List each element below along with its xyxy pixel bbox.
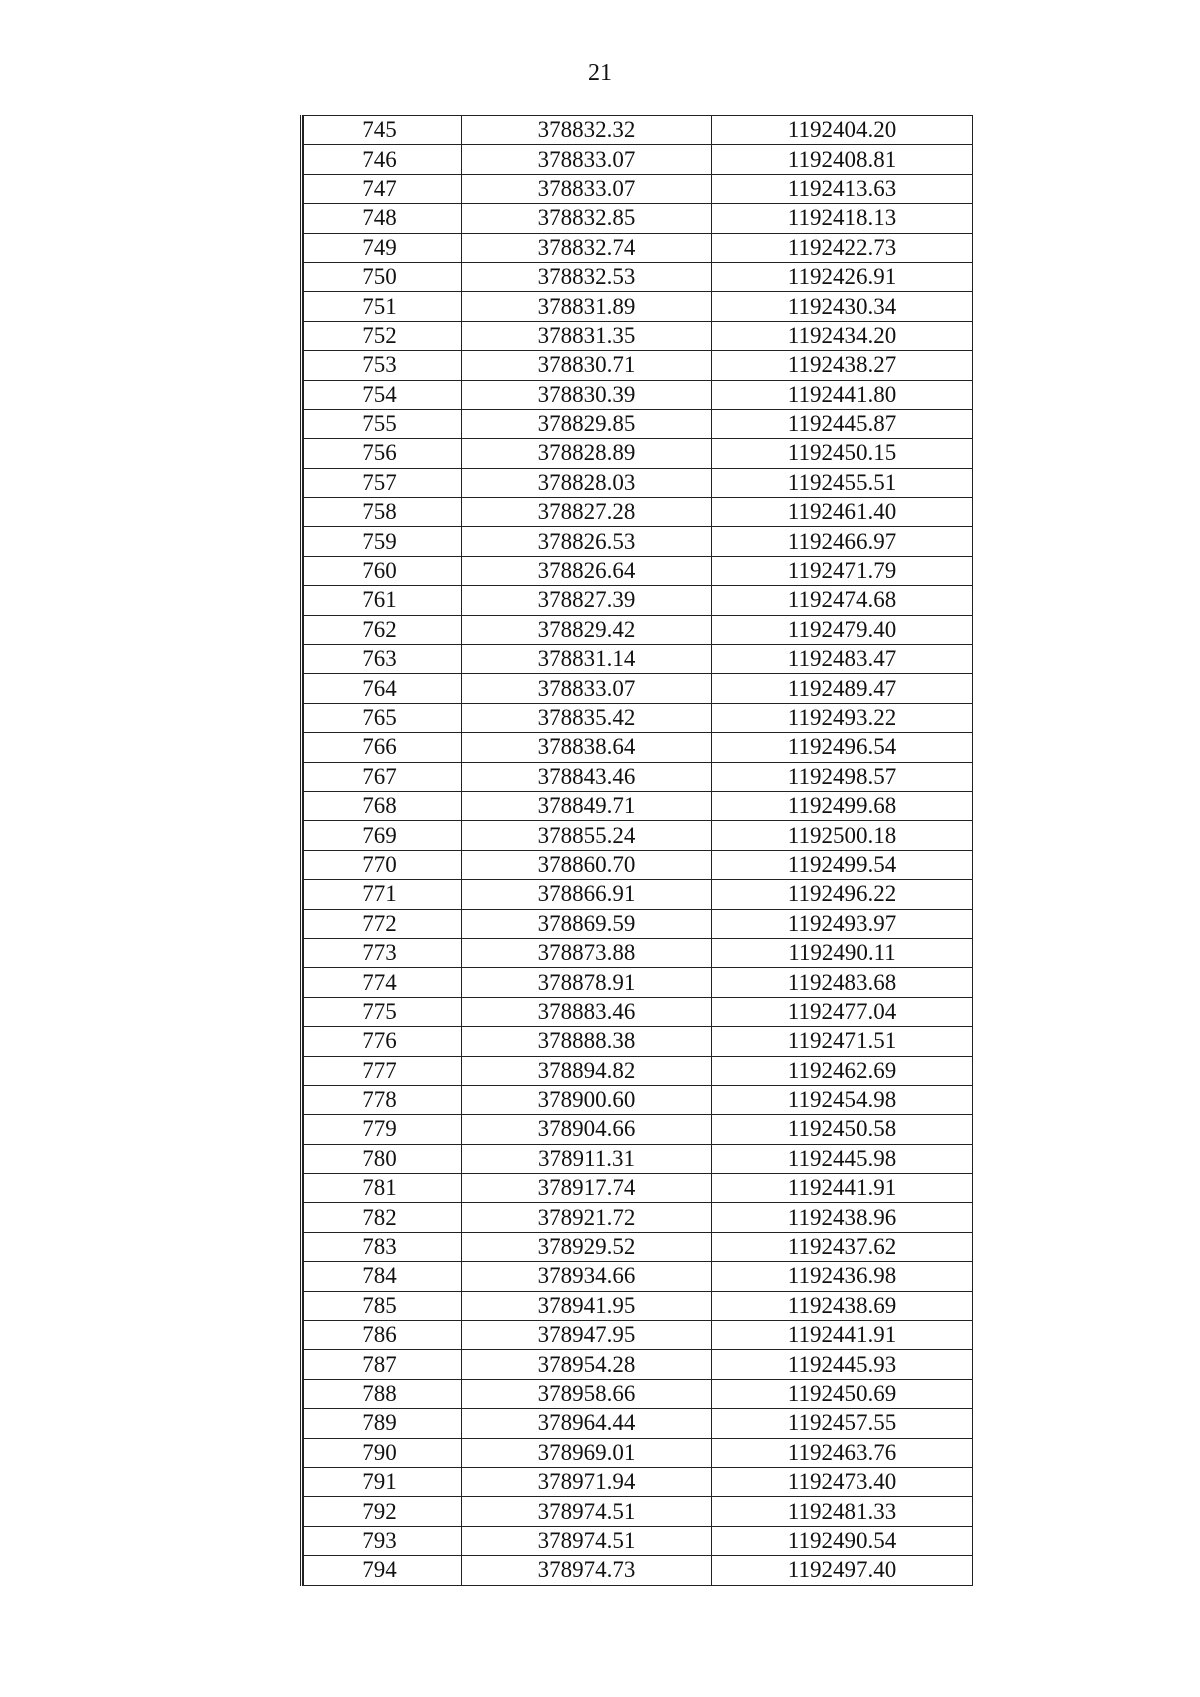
point-number-cell: 794 <box>304 1556 462 1585</box>
y-coordinate-cell: 1192461.40 <box>712 498 973 527</box>
x-coordinate-cell: 378833.07 <box>462 674 712 703</box>
y-coordinate-cell: 1192493.97 <box>712 909 973 938</box>
table-row <box>304 1409 973 1438</box>
table-row <box>304 968 973 997</box>
table-row <box>304 262 973 291</box>
point-number-cell: 745 <box>304 116 462 145</box>
table-row <box>304 1438 973 1467</box>
y-coordinate-cell: 1192500.18 <box>712 821 973 850</box>
y-coordinate-cell: 1192445.93 <box>712 1350 973 1379</box>
y-coordinate-cell: 1192493.22 <box>712 703 973 732</box>
x-coordinate-cell: 378929.52 <box>462 1232 712 1261</box>
y-coordinate-cell: 1192477.04 <box>712 997 973 1026</box>
x-coordinate-cell: 378904.66 <box>462 1115 712 1144</box>
table-row <box>304 174 973 203</box>
table-row <box>304 1497 973 1526</box>
point-number-cell: 787 <box>304 1350 462 1379</box>
table-row <box>304 1321 973 1350</box>
table-row <box>304 1203 973 1232</box>
y-coordinate-cell: 1192490.11 <box>712 938 973 967</box>
table-row <box>304 1027 973 1056</box>
x-coordinate-cell: 378828.03 <box>462 468 712 497</box>
table-row <box>304 116 973 145</box>
y-coordinate-cell: 1192438.96 <box>712 1203 973 1232</box>
point-number-cell: 784 <box>304 1262 462 1291</box>
table-row <box>304 586 973 615</box>
point-number-cell: 758 <box>304 498 462 527</box>
point-number-cell: 774 <box>304 968 462 997</box>
y-coordinate-cell: 1192422.73 <box>712 233 973 262</box>
table-row <box>304 1350 973 1379</box>
point-number-cell: 765 <box>304 703 462 732</box>
y-coordinate-cell: 1192418.13 <box>712 204 973 233</box>
x-coordinate-cell: 378974.73 <box>462 1556 712 1585</box>
x-coordinate-cell: 378832.32 <box>462 116 712 145</box>
point-number-cell: 755 <box>304 409 462 438</box>
table-row <box>304 439 973 468</box>
point-number-cell: 746 <box>304 145 462 174</box>
table-row <box>304 762 973 791</box>
y-coordinate-cell: 1192445.87 <box>712 409 973 438</box>
table-row <box>304 645 973 674</box>
point-number-cell: 775 <box>304 997 462 1026</box>
point-number-cell: 772 <box>304 909 462 938</box>
x-coordinate-cell: 378826.53 <box>462 527 712 556</box>
y-coordinate-cell: 1192489.47 <box>712 674 973 703</box>
x-coordinate-cell: 378828.89 <box>462 439 712 468</box>
x-coordinate-cell: 378849.71 <box>462 791 712 820</box>
x-coordinate-cell: 378866.91 <box>462 880 712 909</box>
y-coordinate-cell: 1192441.80 <box>712 380 973 409</box>
table-row <box>304 292 973 321</box>
x-coordinate-cell: 378917.74 <box>462 1174 712 1203</box>
table-row <box>304 527 973 556</box>
x-coordinate-cell: 378833.07 <box>462 145 712 174</box>
x-coordinate-cell: 378831.14 <box>462 645 712 674</box>
table-row <box>304 850 973 879</box>
x-coordinate-cell: 378831.35 <box>462 321 712 350</box>
point-number-cell: 793 <box>304 1526 462 1555</box>
x-coordinate-cell: 378827.28 <box>462 498 712 527</box>
point-number-cell: 785 <box>304 1291 462 1320</box>
table-row <box>304 498 973 527</box>
y-coordinate-cell: 1192404.20 <box>712 116 973 145</box>
x-coordinate-cell: 378911.31 <box>462 1144 712 1173</box>
x-coordinate-cell: 378860.70 <box>462 850 712 879</box>
table-row <box>304 351 973 380</box>
x-coordinate-cell: 378941.95 <box>462 1291 712 1320</box>
coordinates-table-container <box>300 115 975 1586</box>
table-row <box>304 233 973 262</box>
x-coordinate-cell: 378971.94 <box>462 1467 712 1496</box>
y-coordinate-cell: 1192438.69 <box>712 1291 973 1320</box>
coordinates-table <box>303 115 973 1586</box>
point-number-cell: 757 <box>304 468 462 497</box>
x-coordinate-cell: 378826.64 <box>462 556 712 585</box>
x-coordinate-cell: 378830.71 <box>462 351 712 380</box>
point-number-cell: 761 <box>304 586 462 615</box>
point-number-cell: 779 <box>304 1115 462 1144</box>
x-coordinate-cell: 378883.46 <box>462 997 712 1026</box>
x-coordinate-cell: 378888.38 <box>462 1027 712 1056</box>
table-row <box>304 909 973 938</box>
point-number-cell: 763 <box>304 645 462 674</box>
y-coordinate-cell: 1192426.91 <box>712 262 973 291</box>
point-number-cell: 780 <box>304 1144 462 1173</box>
point-number-cell: 748 <box>304 204 462 233</box>
table-row <box>304 409 973 438</box>
y-coordinate-cell: 1192413.63 <box>712 174 973 203</box>
table-row <box>304 1085 973 1114</box>
point-number-cell: 789 <box>304 1409 462 1438</box>
table-row <box>304 1379 973 1408</box>
x-coordinate-cell: 378838.64 <box>462 733 712 762</box>
y-coordinate-cell: 1192490.54 <box>712 1526 973 1555</box>
point-number-cell: 771 <box>304 880 462 909</box>
point-number-cell: 767 <box>304 762 462 791</box>
x-coordinate-cell: 378974.51 <box>462 1526 712 1555</box>
point-number-cell: 786 <box>304 1321 462 1350</box>
table-row <box>304 615 973 644</box>
point-number-cell: 751 <box>304 292 462 321</box>
y-coordinate-cell: 1192466.97 <box>712 527 973 556</box>
y-coordinate-cell: 1192483.47 <box>712 645 973 674</box>
table-row <box>304 1056 973 1085</box>
y-coordinate-cell: 1192408.81 <box>712 145 973 174</box>
table-row <box>304 674 973 703</box>
x-coordinate-cell: 378947.95 <box>462 1321 712 1350</box>
x-coordinate-cell: 378954.28 <box>462 1350 712 1379</box>
table-row <box>304 1174 973 1203</box>
y-coordinate-cell: 1192457.55 <box>712 1409 973 1438</box>
table-row <box>304 997 973 1026</box>
y-coordinate-cell: 1192434.20 <box>712 321 973 350</box>
point-number-cell: 752 <box>304 321 462 350</box>
table-row <box>304 380 973 409</box>
y-coordinate-cell: 1192437.62 <box>712 1232 973 1261</box>
table-row <box>304 1232 973 1261</box>
x-coordinate-cell: 378900.60 <box>462 1085 712 1114</box>
y-coordinate-cell: 1192436.98 <box>712 1262 973 1291</box>
point-number-cell: 776 <box>304 1027 462 1056</box>
x-coordinate-cell: 378833.07 <box>462 174 712 203</box>
table-row <box>304 1526 973 1555</box>
coordinates-table-body <box>304 116 973 1586</box>
point-number-cell: 753 <box>304 351 462 380</box>
y-coordinate-cell: 1192471.79 <box>712 556 973 585</box>
y-coordinate-cell: 1192499.54 <box>712 850 973 879</box>
point-number-cell: 749 <box>304 233 462 262</box>
y-coordinate-cell: 1192496.54 <box>712 733 973 762</box>
point-number-cell: 778 <box>304 1085 462 1114</box>
table-row <box>304 321 973 350</box>
point-number-cell: 754 <box>304 380 462 409</box>
table-row <box>304 1467 973 1496</box>
x-coordinate-cell: 378827.39 <box>462 586 712 615</box>
y-coordinate-cell: 1192454.98 <box>712 1085 973 1114</box>
x-coordinate-cell: 378832.53 <box>462 262 712 291</box>
y-coordinate-cell: 1192463.76 <box>712 1438 973 1467</box>
point-number-cell: 750 <box>304 262 462 291</box>
table-row <box>304 556 973 585</box>
y-coordinate-cell: 1192450.69 <box>712 1379 973 1408</box>
x-coordinate-cell: 378855.24 <box>462 821 712 850</box>
point-number-cell: 747 <box>304 174 462 203</box>
table-row <box>304 821 973 850</box>
point-number-cell: 756 <box>304 439 462 468</box>
y-coordinate-cell: 1192481.33 <box>712 1497 973 1526</box>
y-coordinate-cell: 1192497.40 <box>712 1556 973 1585</box>
x-coordinate-cell: 378974.51 <box>462 1497 712 1526</box>
x-coordinate-cell: 378843.46 <box>462 762 712 791</box>
point-number-cell: 769 <box>304 821 462 850</box>
point-number-cell: 760 <box>304 556 462 585</box>
table-row <box>304 703 973 732</box>
y-coordinate-cell: 1192430.34 <box>712 292 973 321</box>
y-coordinate-cell: 1192441.91 <box>712 1174 973 1203</box>
x-coordinate-cell: 378894.82 <box>462 1056 712 1085</box>
x-coordinate-cell: 378869.59 <box>462 909 712 938</box>
y-coordinate-cell: 1192473.40 <box>712 1467 973 1496</box>
table-row <box>304 1262 973 1291</box>
point-number-cell: 766 <box>304 733 462 762</box>
table-row <box>304 733 973 762</box>
y-coordinate-cell: 1192471.51 <box>712 1027 973 1056</box>
point-number-cell: 768 <box>304 791 462 820</box>
x-coordinate-cell: 378832.74 <box>462 233 712 262</box>
point-number-cell: 762 <box>304 615 462 644</box>
point-number-cell: 759 <box>304 527 462 556</box>
y-coordinate-cell: 1192450.58 <box>712 1115 973 1144</box>
x-coordinate-cell: 378835.42 <box>462 703 712 732</box>
x-coordinate-cell: 378878.91 <box>462 968 712 997</box>
point-number-cell: 764 <box>304 674 462 703</box>
y-coordinate-cell: 1192474.68 <box>712 586 973 615</box>
point-number-cell: 791 <box>304 1467 462 1496</box>
point-number-cell: 770 <box>304 850 462 879</box>
x-coordinate-cell: 378829.42 <box>462 615 712 644</box>
table-row <box>304 938 973 967</box>
x-coordinate-cell: 378964.44 <box>462 1409 712 1438</box>
point-number-cell: 773 <box>304 938 462 967</box>
y-coordinate-cell: 1192483.68 <box>712 968 973 997</box>
point-number-cell: 781 <box>304 1174 462 1203</box>
y-coordinate-cell: 1192479.40 <box>712 615 973 644</box>
x-coordinate-cell: 378969.01 <box>462 1438 712 1467</box>
x-coordinate-cell: 378958.66 <box>462 1379 712 1408</box>
point-number-cell: 777 <box>304 1056 462 1085</box>
y-coordinate-cell: 1192496.22 <box>712 880 973 909</box>
table-row <box>304 1556 973 1585</box>
point-number-cell: 782 <box>304 1203 462 1232</box>
table-row <box>304 204 973 233</box>
point-number-cell: 792 <box>304 1497 462 1526</box>
table-row <box>304 880 973 909</box>
y-coordinate-cell: 1192450.15 <box>712 439 973 468</box>
x-coordinate-cell: 378934.66 <box>462 1262 712 1291</box>
table-row <box>304 468 973 497</box>
y-coordinate-cell: 1192441.91 <box>712 1321 973 1350</box>
y-coordinate-cell: 1192498.57 <box>712 762 973 791</box>
table-row <box>304 1291 973 1320</box>
point-number-cell: 783 <box>304 1232 462 1261</box>
point-number-cell: 790 <box>304 1438 462 1467</box>
y-coordinate-cell: 1192455.51 <box>712 468 973 497</box>
table-row <box>304 145 973 174</box>
y-coordinate-cell: 1192445.98 <box>712 1144 973 1173</box>
y-coordinate-cell: 1192462.69 <box>712 1056 973 1085</box>
x-coordinate-cell: 378831.89 <box>462 292 712 321</box>
x-coordinate-cell: 378829.85 <box>462 409 712 438</box>
point-number-cell: 788 <box>304 1379 462 1408</box>
table-row <box>304 1115 973 1144</box>
page-number: 21 <box>588 60 612 86</box>
x-coordinate-cell: 378873.88 <box>462 938 712 967</box>
x-coordinate-cell: 378921.72 <box>462 1203 712 1232</box>
x-coordinate-cell: 378830.39 <box>462 380 712 409</box>
table-row <box>304 1144 973 1173</box>
table-row <box>304 791 973 820</box>
y-coordinate-cell: 1192438.27 <box>712 351 973 380</box>
y-coordinate-cell: 1192499.68 <box>712 791 973 820</box>
x-coordinate-cell: 378832.85 <box>462 204 712 233</box>
